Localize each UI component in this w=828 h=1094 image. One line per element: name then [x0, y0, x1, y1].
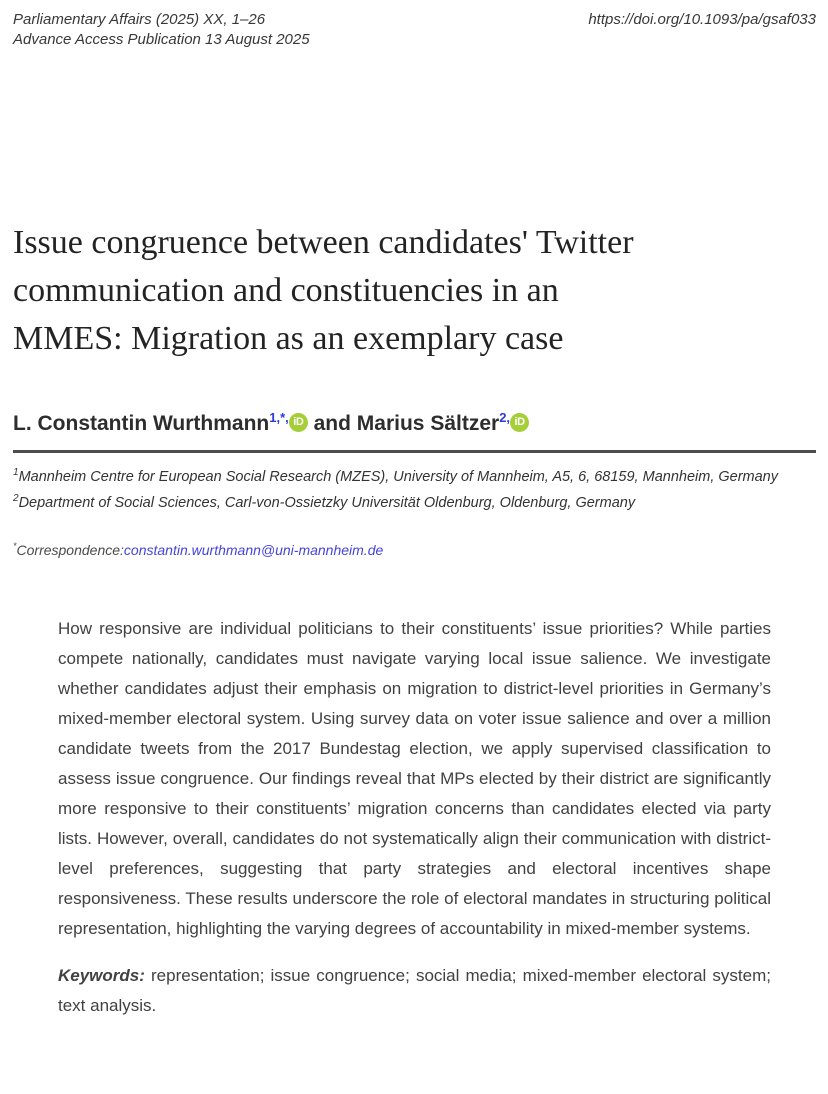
author-2-name: Marius Sältzer [356, 412, 500, 435]
journal-header [0, 0, 828, 49]
keywords-label: Keywords: [58, 966, 145, 985]
author-divider-rule [13, 450, 816, 453]
affiliation-1 [13, 462, 808, 488]
keywords-line [58, 961, 771, 1021]
correspondence-email-link[interactable]: constantin.wurthmann@uni-mannheim.de [123, 542, 384, 558]
affiliation-1-marker: 1 [13, 467, 19, 478]
affiliation-2-marker: 2 [13, 493, 19, 504]
keywords-text: representation; issue congruence; social media; mixed-member electoral system; text analysis. [58, 966, 771, 1015]
orcid-icon[interactable]: iD [289, 413, 308, 432]
correspondence-line [13, 537, 816, 560]
article-title-line-2: communication and constituencies in an [13, 272, 559, 309]
abstract-text: How responsive are individual politicians to their constituents’ issue priorities? While parties compete nationally, candidates must navigate varying local issue salience. We investigate whether candidates adjust their emphasis on migration to district-level priorities in Germany’s mixed-member electoral system. Using survey data on voter issue salience and over a million candidate tweets from the 2017 Bundestag election, we apply supervised classification to assess issue congruence. Our findings reveal that MPs elected by their district are significantly more responsive to their constituents’ migration concerns than candidates elected via party lists. However, overall, candidates do not systematically align their communication with district-level preferences, suggesting that party strategies and electoral incentives shape responsiveness. These results underscore the role of electoral mandates in structuring political representation, highlighting the varying degrees of accountability in mixed-member systems. [58, 619, 771, 938]
article-title [13, 219, 816, 363]
affiliation-2 [13, 488, 808, 514]
author-line [13, 404, 816, 438]
doi-link[interactable]: https://doi.org/10.1093/pa/gsaf033 [588, 11, 816, 28]
article-title-line-3: MMES: Migration as an exemplary case [13, 320, 564, 357]
author-2-affiliation-marker: 2, [499, 410, 511, 425]
affiliations [13, 462, 808, 514]
affiliation-2-text: Department of Social Sciences, Carl-von-Ossietzky Universität Oldenburg, Oldenburg, Germany [18, 495, 636, 511]
correspondence-marker: * [13, 541, 17, 551]
correspondence-label: Correspondence: [16, 542, 124, 558]
advance-access-line: Advance Access Publication 13 August 2025 [13, 30, 310, 48]
journal-citation: Parliamentary Affairs (2025) XX, 1–26 [13, 11, 266, 28]
orcid-icon[interactable]: iD [510, 413, 529, 432]
author-connector: and [307, 412, 357, 435]
author-1-name: L. Constantin Wurthmann [13, 412, 270, 435]
author-1-affiliation-marker: 1,*, [269, 410, 289, 425]
affiliation-1-text: Mannheim Centre for European Social Research (MZES), University of Mannheim, A5, 6, 68159, Mannheim, Germany [18, 469, 778, 485]
journal-header-left [13, 10, 310, 49]
article-title-line-1: Issue congruence between candidates' Twitter [13, 224, 634, 261]
